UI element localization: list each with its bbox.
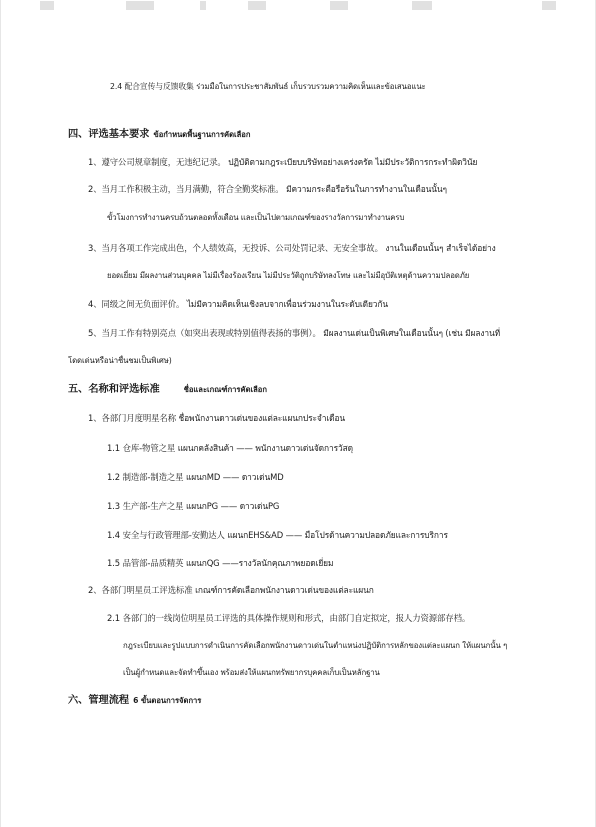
scan-noise-top	[0, 0, 596, 12]
heading-section-5-thai: ชื่อและเกณฑ์การคัดเลือก	[183, 385, 267, 394]
requirement-5-cont: โดดเด่นหรือน่าชื่นชมเป็นพิเศษ)	[68, 356, 172, 365]
heading-section-4-title: 四、评选基本要求	[68, 129, 150, 140]
star-item-1-5: 1.5 品管部-品质精英 แผนกQG ——รางวัลนักคุณภาพยอดเยี่ยม	[107, 558, 334, 568]
heading-section-6-thai: 6 ขั้นตอนการจัดการ	[133, 696, 202, 705]
heading-section-5	[68, 383, 267, 396]
item-2-criteria: 2、各部门明星员工评选标准 เกณฑ์การคัดเลือกพนักงานดาวเด่นของแต่ละแผนก	[88, 585, 374, 595]
requirement-3: 3、当月各项工作完成出色，个人绩效高，无投诉、公司处罚记录、无安全事故。 งานในเดือนนั้นๆ สำเร็จได้อย่าง	[88, 243, 496, 253]
section-2-4: 2.4 配合宣传与反馈收集 ร่วมมือในการประชาสัมพันธ์ เก็บรวบรวมความคิดเห็นและข้อเสนอแนะ	[110, 82, 426, 91]
item-1-star-names: 1、各部门月度明星名称 ชื่อพนักงานดาวเด่นของแต่ละแผนกประจำเดือน	[88, 413, 346, 423]
requirement-4: 4、同级之间无负面评价。 ไม่มีความคิดเห็นเชิงลบจากเพื่อนร่วมงานในระดับเดียวกัน	[88, 299, 388, 309]
heading-section-6-title: 六、管理流程	[68, 695, 130, 706]
heading-section-6	[68, 694, 201, 707]
heading-section-4	[68, 128, 250, 141]
requirement-3-cont: ยอดเยี่ยม มีผลงานส่วนบุคคล ไม่มีเรื่องร้องเรียน ไม่มีประวัติถูกบริษัทลงโทษ และไม่มีอุบัติเหตุด้านความปลอดภัย	[107, 271, 470, 280]
section-2-1: 2.1 各部门的一线岗位明星员工评选的具体操作规则和形式，由部门自定拟定，报人力资源部存档。	[107, 613, 471, 623]
heading-section-4-thai: ข้อกำหนดพื้นฐานการคัดเลือก	[153, 130, 251, 139]
star-item-1-1: 1.1 仓库-物管之星 แผนกคลังสินค้า —— พนักงานดาวเด่นจัดการวัสดุ	[107, 443, 353, 453]
star-item-1-3: 1.3 生产部-生产之星 แผนกPG —— ดาวเด่นPG	[107, 501, 280, 511]
star-item-1-4: 1.4 安全与行政管理部-安勤达人 แผนกEHS&AD —— มือโปรด้านความปลอดภัยและการบริการ	[107, 530, 448, 540]
heading-section-5-title: 五、名称和评选标准	[68, 384, 160, 395]
section-2-1-thai-line-2: เป็นผู้กำหนดและจัดทำขึ้นเอง พร้อมส่งให้แผนกทรัพยากรบุคคลเก็บเป็นหลักฐาน	[123, 668, 380, 677]
star-item-1-2: 1.2 制造部-制造之星 แผนกMD —— ดาวเด่นMD	[107, 472, 284, 482]
requirement-5: 5、当月工作有特别亮点（如突出表现或特别值得表扬的事例）。 มีผลงานเด่นเป็นพิเศษในเดือนนั้นๆ (เช่น มีผลงานที่	[88, 328, 501, 338]
requirement-2-cont: ขั้วโมงการทำงานครบถ้วนตลอดทั้งเดือน และเป็นไปตามเกณฑ์ของรางวัลการมาทำงานครบ	[107, 213, 405, 222]
requirement-1: 1、遵守公司规章制度，无违纪记录。 ปฏิบัติตามกฎระเบียบบริษัทอย่างเคร่งครัด ไม่มีประวัติการกระทำผิดวินัย	[88, 157, 478, 167]
requirement-2: 2、当月工作积极主动，当月满勤，符合全勤奖标准。 มีความกระตือรือร้นในการทำงานในเดือนนั้นๆ	[88, 184, 447, 194]
scan-edge-left	[0, 0, 1, 827]
section-2-1-thai-line-1: กฎระเบียบและรูปแบบการดำเนินการคัดเลือกพนักงานดาวเด่นในตำแหน่งปฏิบัติการหลักของแต่ละแผนก ให้แผนกนั้น ๆ	[123, 641, 508, 650]
